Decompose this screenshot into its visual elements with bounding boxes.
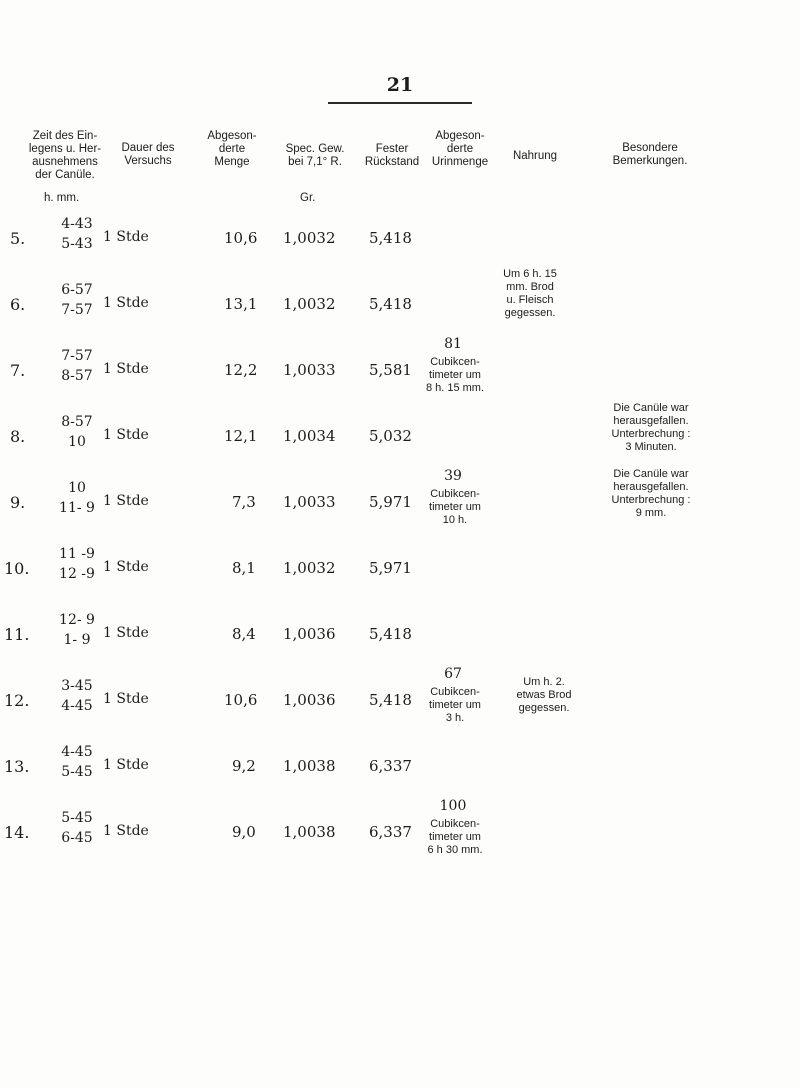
page-number: 21 — [386, 74, 414, 96]
end-time: 1- 9 — [63, 632, 91, 648]
end-time: 4-45 — [61, 698, 93, 714]
end-time: 5-45 — [61, 764, 93, 780]
urine-amount: 100 — [439, 798, 467, 814]
amount-cell: 9,0 — [232, 823, 256, 841]
urine-note: Cubikcen- timeter um 10 h. — [429, 488, 481, 526]
residue-cell: 6,337 — [369, 757, 412, 775]
specific-gravity-cell: 1,0038 — [283, 757, 336, 775]
amount-cell: 10,6 — [224, 229, 258, 247]
start-time: 6-57 — [61, 282, 93, 298]
row-number: 9. — [10, 493, 26, 512]
end-time: 7-57 — [61, 302, 93, 318]
duration-cell: 1 Stde — [103, 493, 149, 509]
specific-gravity-cell: 1,0032 — [283, 295, 336, 313]
row-number: 14. — [4, 823, 30, 842]
end-time: 5-43 — [61, 236, 93, 252]
amount-cell: 9,2 — [232, 757, 256, 775]
start-time: 4-43 — [61, 216, 93, 232]
duration-cell: 1 Stde — [103, 427, 149, 443]
duration-cell: 1 Stde — [103, 823, 149, 839]
amount-cell: 12,2 — [224, 361, 258, 379]
start-time: 5-45 — [61, 810, 93, 826]
end-time: 10 — [68, 434, 86, 450]
remark-note: Die Canüle war herausgefallen. Unterbrechung : 3 Minuten. — [611, 402, 691, 453]
end-time: 11- 9 — [59, 500, 95, 516]
amount-cell: 8,4 — [232, 625, 256, 643]
duration-cell: 1 Stde — [103, 229, 149, 245]
residue-cell: 5,418 — [369, 691, 412, 709]
start-time: 8-57 — [61, 414, 93, 430]
header-amount: Abgeson- derte Menge — [207, 130, 257, 168]
urine-amount: 81 — [444, 336, 462, 352]
amount-cell: 10,6 — [224, 691, 258, 709]
header-urine: Abgeson- derte Urinmenge — [431, 130, 489, 168]
urine-amount: 67 — [444, 666, 462, 682]
residue-cell: 5,032 — [369, 427, 412, 445]
specific-gravity-cell: 1,0036 — [283, 625, 336, 643]
unit-time: h. mm. — [44, 192, 80, 204]
end-time: 8-57 — [61, 368, 93, 384]
header-residue: Fester Rückstand — [364, 143, 420, 168]
residue-cell: 5,971 — [369, 493, 412, 511]
urine-amount: 39 — [444, 468, 462, 484]
header-specific-gravity: Spec. Gew. bei 7,1° R. — [285, 143, 345, 168]
specific-gravity-cell: 1,0038 — [283, 823, 336, 841]
header-food: Nahrung — [512, 150, 558, 162]
row-number: 12. — [4, 691, 30, 710]
start-time: 12- 9 — [59, 612, 95, 628]
start-time: 10 — [68, 480, 86, 496]
duration-cell: 1 Stde — [103, 625, 149, 641]
page-number-rule — [328, 102, 472, 104]
specific-gravity-cell: 1,0032 — [283, 229, 336, 247]
urine-note: Cubikcen- timeter um 8 h. 15 mm. — [425, 356, 485, 394]
row-number: 8. — [10, 427, 26, 446]
residue-cell: 6,337 — [369, 823, 412, 841]
duration-cell: 1 Stde — [103, 757, 149, 773]
row-number: 7. — [10, 361, 26, 380]
urine-note: Cubikcen- timeter um 6 h 30 mm. — [427, 818, 483, 856]
row-number: 10. — [4, 559, 30, 578]
residue-cell: 5,418 — [369, 229, 412, 247]
header-time: Zeit des Ein- legens u. Her- ausnehmens der Canüle. — [28, 130, 102, 181]
header-duration: Dauer des Versuchs — [121, 142, 175, 167]
residue-cell: 5,418 — [369, 295, 412, 313]
residue-cell: 5,418 — [369, 625, 412, 643]
food-note: Um h. 2. etwas Brod gegessen. — [516, 676, 572, 714]
amount-cell: 13,1 — [224, 295, 258, 313]
row-number: 5. — [10, 229, 26, 248]
start-time: 3-45 — [61, 678, 93, 694]
remark-note: Die Canüle war herausgefallen. Unterbrechung : 9 mm. — [611, 468, 691, 519]
unit-grams: Gr. — [300, 192, 316, 204]
duration-cell: 1 Stde — [103, 559, 149, 575]
specific-gravity-cell: 1,0032 — [283, 559, 336, 577]
amount-cell: 7,3 — [232, 493, 256, 511]
duration-cell: 1 Stde — [103, 691, 149, 707]
duration-cell: 1 Stde — [103, 361, 149, 377]
residue-cell: 5,581 — [369, 361, 412, 379]
amount-cell: 8,1 — [232, 559, 256, 577]
end-time: 12 -9 — [59, 566, 95, 582]
row-number: 13. — [4, 757, 30, 776]
specific-gravity-cell: 1,0033 — [283, 361, 336, 379]
header-remarks: Besondere Bemerkungen. — [612, 142, 688, 167]
food-note: Um 6 h. 15 mm. Brod u. Fleisch gegessen. — [503, 268, 557, 319]
specific-gravity-cell: 1,0036 — [283, 691, 336, 709]
end-time: 6-45 — [61, 830, 93, 846]
start-time: 11 -9 — [59, 546, 95, 562]
duration-cell: 1 Stde — [103, 295, 149, 311]
row-number: 11. — [4, 625, 30, 644]
specific-gravity-cell: 1,0034 — [283, 427, 336, 445]
start-time: 4-45 — [61, 744, 93, 760]
urine-note: Cubikcen- timeter um 3 h. — [429, 686, 481, 724]
amount-cell: 12,1 — [224, 427, 258, 445]
start-time: 7-57 — [61, 348, 93, 364]
specific-gravity-cell: 1,0033 — [283, 493, 336, 511]
residue-cell: 5,971 — [369, 559, 412, 577]
row-number: 6. — [10, 295, 26, 314]
